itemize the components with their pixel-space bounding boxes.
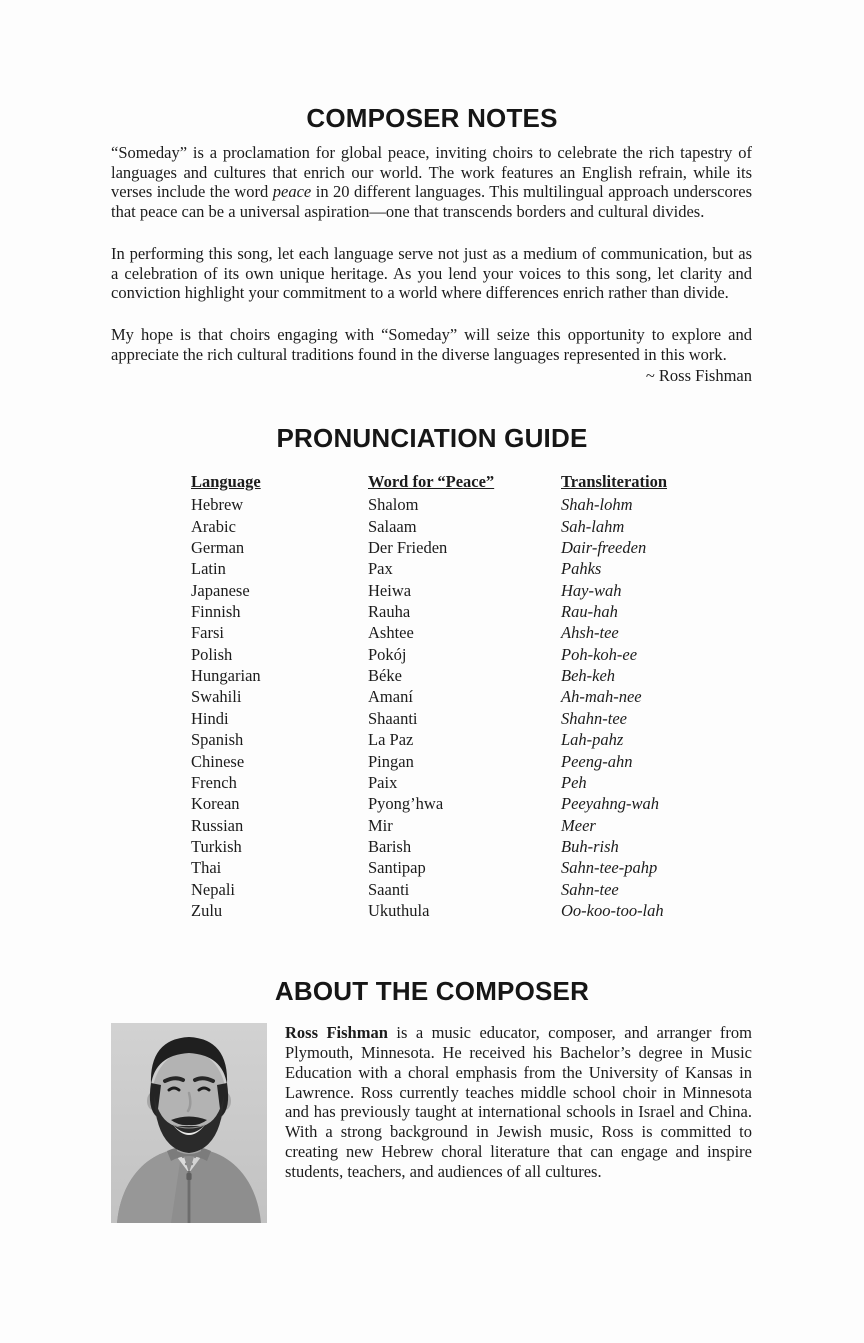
language-cell: Hebrew	[191, 495, 244, 515]
word-cell: Rauha	[368, 602, 411, 622]
composer-notes-section	[111, 143, 752, 386]
transliteration-cell: Ahsh-tee	[561, 623, 619, 643]
composer-notes-paragraph-3: My hope is that choirs engaging with “Someday” will seize this opportunity to explore and appreciate the rich cultural traditions found in the diverse languages represented in this work.	[111, 324, 752, 364]
word-cell: Saanti	[368, 879, 410, 899]
transliteration-cell: Shah-lohm	[561, 495, 633, 515]
composer-notes-paragraph-1	[111, 143, 752, 222]
transliteration-cell: Oo-koo-too-lah	[561, 900, 664, 920]
p1-italic-word: peace	[272, 182, 312, 202]
transliteration-cell: Dair-freeden	[561, 538, 647, 558]
transliteration-cell: Sahn-tee	[561, 879, 619, 899]
pronunciation-row	[191, 729, 864, 750]
word-cell: Béke	[368, 666, 402, 686]
language-cell: Korean	[191, 794, 240, 814]
pronunciation-row	[191, 686, 864, 707]
language-cell: Japanese	[191, 580, 250, 600]
pronunciation-row	[191, 857, 864, 878]
composer-name: Ross Fishman	[285, 1023, 388, 1043]
composer-attribution: ~ Ross Fishman	[645, 366, 752, 386]
header-transliteration: Transliteration	[561, 472, 668, 492]
word-cell: Pyong’hwa	[368, 794, 444, 814]
about-composer-section	[111, 1023, 752, 1223]
pronunciation-row	[191, 708, 864, 729]
word-cell: Shalom	[368, 495, 419, 515]
about-composer-title: ABOUT THE COMPOSER	[274, 976, 590, 1007]
pronunciation-row	[191, 537, 864, 558]
transliteration-cell: Meer	[561, 815, 596, 835]
word-cell: Barish	[368, 836, 412, 856]
transliteration-cell: Lah-pahz	[561, 730, 624, 750]
transliteration-cell: Pahks	[561, 559, 602, 579]
pronunciation-row	[191, 751, 864, 772]
pronunciation-row	[191, 836, 864, 857]
word-cell: Der Frieden	[368, 538, 448, 558]
composer-notes-title: COMPOSER NOTES	[306, 103, 558, 133]
transliteration-cell: Shahn-tee	[561, 708, 627, 728]
composer-notes-paragraph-2: In performing this song, let each language serve not just as a medium of communication, but as a celebration of its own unique heritage. As you lend your voices to this song, let clarity and conviction highlight your commitment to a world where differences enrich rather than divide.	[111, 243, 752, 303]
pronunciation-row	[191, 815, 864, 836]
composer-bio-text: is a music educator, composer, and arranger from Plymouth, Minnesota. He received his Bachelor’s degree in Music Education with a choral emphasis from the University of Kansas in Lawrence. Ross currently teaches middle school choir in Minnesota and has previously taught at international schools in Israel and China. With a strong background in Jewish music, Ross is committed to creating new Hebrew choral literature that can engage and inspire students, teachers, and audiences of all cultures.	[285, 1023, 752, 1181]
language-cell: Farsi	[191, 623, 224, 643]
language-cell: Thai	[191, 858, 222, 878]
language-cell: Swahili	[191, 687, 242, 707]
transliteration-cell: Peeyahng-wah	[561, 794, 660, 814]
pronunciation-row	[191, 879, 864, 900]
word-cell: Pingan	[368, 751, 414, 771]
language-cell: French	[191, 772, 237, 792]
word-cell: Shaanti	[368, 708, 418, 728]
transliteration-cell: Buh-rish	[561, 836, 619, 856]
word-cell: Amaní	[368, 687, 413, 707]
pronunciation-row	[191, 900, 864, 921]
pronunciation-table-body	[191, 494, 864, 921]
pronunciation-row	[191, 622, 864, 643]
p1-text-before: “Someday” is a proclamation for global peace, inviting choirs to celebrate the rich tapestry of languages and cultures that enrich our world. The work features an English refrain, while its verses include the word	[111, 143, 752, 202]
header-word-for-peace: Word for “Peace”	[368, 472, 495, 492]
word-cell: La Paz	[368, 730, 414, 750]
word-cell: Santipap	[368, 858, 426, 878]
pronunciation-row	[191, 558, 864, 579]
word-cell: Pax	[368, 559, 393, 579]
pronunciation-row	[191, 644, 864, 665]
language-cell: Latin	[191, 559, 226, 579]
pronunciation-row	[191, 494, 864, 515]
transliteration-cell: Ah-mah-nee	[561, 687, 642, 707]
language-cell: Turkish	[191, 836, 242, 856]
word-cell: Heiwa	[368, 580, 412, 600]
pronunciation-row	[191, 516, 864, 537]
pronunciation-row	[191, 772, 864, 793]
p1-text-after: in 20 different languages. This multilingual approach underscores that peace can be a universal aspiration—one that transcends borders and cultural divides.	[111, 182, 752, 222]
language-cell: Spanish	[191, 730, 244, 750]
transliteration-cell: Peeng-ahn	[561, 751, 633, 771]
language-cell: German	[191, 538, 245, 558]
pronunciation-row	[191, 601, 864, 622]
language-cell: Finnish	[191, 602, 241, 622]
word-cell: Ashtee	[368, 623, 414, 643]
transliteration-cell: Sah-lahm	[561, 516, 625, 536]
pronunciation-table	[191, 471, 864, 921]
language-cell: Chinese	[191, 751, 245, 771]
pronunciation-guide-title: PRONUNCIATION GUIDE	[276, 423, 588, 454]
pronunciation-row	[191, 793, 864, 814]
word-cell: Salaam	[368, 516, 417, 536]
word-cell: Ukuthula	[368, 900, 430, 920]
word-cell: Mir	[368, 815, 393, 835]
transliteration-cell: Poh-koh-ee	[561, 644, 638, 664]
transliteration-cell: Beh-keh	[561, 666, 616, 686]
language-cell: Hungarian	[191, 666, 261, 686]
language-cell: Zulu	[191, 900, 223, 920]
language-cell: Nepali	[191, 879, 235, 899]
pronunciation-row	[191, 580, 864, 601]
composer-bio	[285, 1023, 752, 1181]
header-language: Language	[191, 472, 261, 492]
word-cell: Pokój	[368, 644, 407, 664]
pronunciation-table-header	[191, 471, 864, 492]
language-cell: Hindi	[191, 708, 229, 728]
transliteration-cell: Hay-wah	[561, 580, 622, 600]
composer-portrait-photo	[111, 1023, 267, 1223]
language-cell: Polish	[191, 644, 233, 664]
language-cell: Russian	[191, 815, 244, 835]
pronunciation-row	[191, 665, 864, 686]
transliteration-cell: Sahn-tee-pahp	[561, 858, 658, 878]
language-cell: Arabic	[191, 516, 236, 536]
transliteration-cell: Peh	[561, 772, 587, 792]
word-cell: Paix	[368, 772, 398, 792]
transliteration-cell: Rau-hah	[561, 602, 618, 622]
